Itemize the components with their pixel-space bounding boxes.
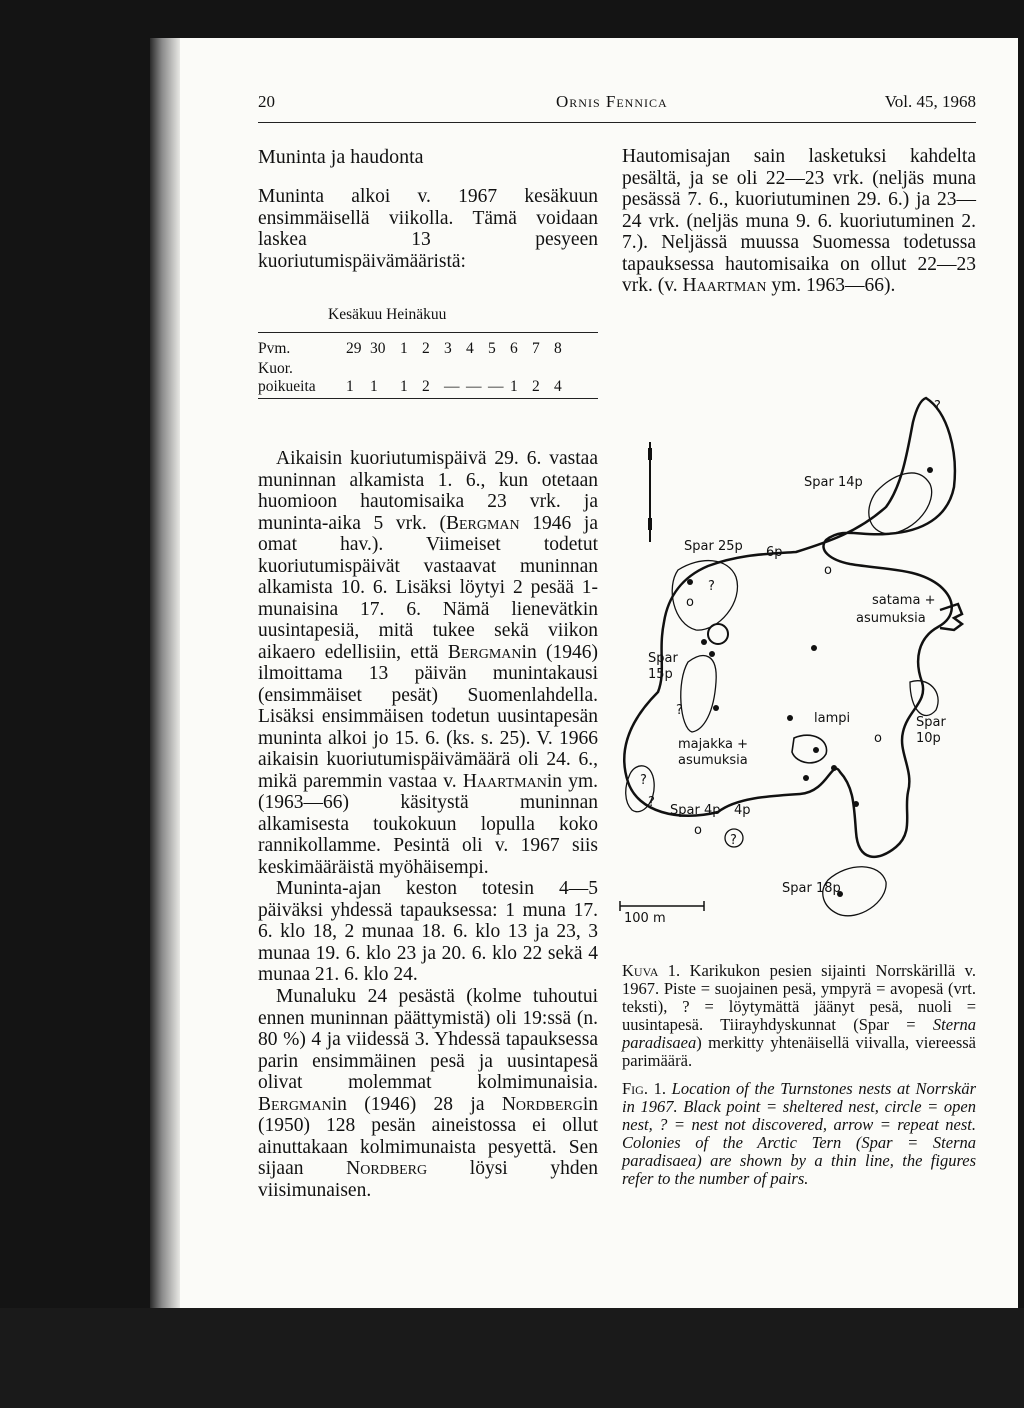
label-spar-15p-b: 15p	[648, 667, 673, 682]
text-span: löysi yhden viisimunaisen.	[258, 1158, 598, 1201]
open-nest-mark: o	[824, 563, 832, 578]
text-span: in (1950) 128 pesän aineistossa ei ollut ainuttakaan kolmimunaista pesyettä. Sen sijaan	[258, 1093, 598, 1179]
author-name: Nordberg	[346, 1158, 428, 1179]
label-asumuksia-1: asumuksia	[856, 611, 926, 626]
text-span: ) merkitty yhtenäisellä viivalla, viereessä parimäärä.	[622, 1033, 976, 1070]
table-rule-bottom	[258, 398, 598, 399]
nest-dot	[811, 645, 817, 651]
table-cell: 2	[422, 378, 430, 395]
table-row-label: Pvm.	[258, 340, 291, 357]
label-spar-4p: Spar 4p	[670, 803, 721, 818]
table-cell: —	[488, 378, 504, 395]
figure-caption-finnish	[622, 962, 976, 1070]
table-month-headers: Kesäkuu Heinäkuu	[328, 306, 447, 323]
label-satama: satama +	[872, 593, 936, 608]
author-name: Bergman	[258, 1093, 332, 1115]
colony-outline-15p	[681, 656, 716, 732]
page-number: 20	[258, 92, 275, 111]
section-title: Muninta ja haudonta	[258, 146, 424, 168]
table-cell: 7	[532, 340, 540, 357]
text-span: in ym. (1963—66) käsitystä muninnan alkamisesta toukokuun lopulla koko rannikollamme. Pesintä oli v. 1967 siis keskimääräistä myöhäisempi.	[258, 770, 598, 878]
table-cell: 30	[370, 340, 386, 357]
island-map	[618, 392, 978, 932]
label-asumuksia-2: asumuksia	[678, 753, 748, 768]
caption-label: Fig. 1.	[622, 1079, 666, 1098]
undiscovered-nest-mark: ?	[708, 579, 715, 594]
paragraph-laying-duration: Muninta-ajan keston totesin 4—5 päiväksi yhdessä tapauksessa: 1 muna 17. 6. klo 18, 2 munaa 18. 6. klo 13 ja 23, 3 munaa 19. 6. klo 23 ja 20. 6. klo 22 sekä 4 munaa 21. 6. klo 24.	[258, 878, 598, 985]
label-4p: 4p	[734, 803, 751, 818]
nest-dot	[813, 747, 819, 753]
table-cell: 1	[346, 378, 354, 395]
label-spar-10p-a: Spar	[916, 715, 946, 730]
paragraph-intro: Muninta alkoi v. 1967 kesäkuun ensimmäisellä viikolla. Tämä voidaan laskea 13 pesyeen kuoriutumispäivämääristä:	[258, 186, 598, 272]
table-cell: 1	[510, 378, 518, 395]
nest-dot	[787, 715, 793, 721]
table-cell: 1	[400, 378, 408, 395]
table-cell: 2	[532, 378, 540, 395]
table-cell: 1	[400, 340, 408, 357]
undiscovered-nest-mark: ?	[648, 795, 655, 810]
label-spar-10p-b: 10p	[916, 731, 941, 746]
nest-dot	[713, 705, 719, 711]
open-nest-mark: o	[686, 595, 694, 610]
figure-caption-english	[622, 1080, 976, 1188]
scan-bottom-edge	[0, 1308, 1024, 1408]
label-spar-25p: Spar 25p	[684, 539, 743, 554]
species-name: Sterna paradisaea	[622, 1015, 976, 1052]
table-cell: 2	[422, 340, 430, 357]
text-span: Munaluku 24 pesästä (kolme tuhoutui ennen muninnan päättymistä) oli 19:ssä (n. 80 %) 4 ja viidessä 3. Yhdessä tapauksessa parin ensimmäinen pesä ja uusintapesä olivat molemmat kolmimunaisia.	[258, 986, 598, 1093]
open-nest-circle	[708, 624, 728, 644]
author-name: Haartman	[682, 275, 767, 296]
nest-dot	[687, 579, 693, 585]
nest-dot	[927, 467, 933, 473]
table-row-label-b: poikueita	[258, 378, 316, 395]
open-nest-mark: o	[874, 731, 882, 746]
author-name: Nordberg	[501, 1093, 583, 1115]
label-spar-18p: Spar 18p	[782, 881, 841, 896]
caption-text: Location of the Turnstones nests at Norrskär in 1967. Black point = sheltered nest, circle = open nest, ? = nest not discovered, arrow = repeat nest. Colonies of the Arctic Tern (Spar = Sterna paradisaea) are shown by a thin line, the figures refer to the number of pairs.	[622, 1079, 976, 1188]
paragraph-incubation	[622, 146, 976, 297]
label-lampi: lampi	[814, 711, 851, 726]
journal-title: Ornis Fennica	[556, 92, 668, 111]
nest-dot	[831, 765, 837, 771]
label-majakka: majakka +	[678, 737, 749, 752]
undiscovered-nest-mark: ?	[640, 773, 647, 788]
author-name: Bergman	[445, 512, 520, 534]
label-spar-14p: Spar 14p	[804, 475, 863, 490]
undiscovered-nest-mark: ?	[934, 399, 941, 414]
text-span: Karikukon pesien sijainti Norrskärillä v. 1967. Piste = suojainen pesä, ympyrä = avopesä (vrt. teksti), ? = löytymättä jäänyt pesä, nuoli = uusintapesä. Tiirayhdyskunnat (Spar =	[622, 961, 976, 1034]
table-cell: 6	[510, 340, 518, 357]
table-cell: 1	[370, 378, 378, 395]
label-spar-15p-a: Spar	[648, 651, 678, 666]
table-cell: —	[444, 378, 460, 395]
running-header	[258, 92, 976, 123]
colony-outline-14p	[869, 473, 932, 534]
table-cell: 3	[444, 340, 452, 357]
north-arrow-mark	[648, 448, 652, 460]
table-cell: 8	[554, 340, 562, 357]
undiscovered-nest-mark: ?	[676, 703, 683, 718]
north-arrow-mark	[648, 518, 652, 530]
hatch-table	[258, 340, 598, 398]
lampi-pond	[792, 735, 827, 763]
label-6p: 6p	[766, 545, 783, 560]
table-cell: 4	[554, 378, 562, 395]
nest-dot	[853, 801, 859, 807]
text-span: in (1946) 28 ja	[331, 1093, 502, 1115]
text-span: Hautomisajan sain lasketuksi kahdelta pesältä, ja se oli 22—23 vrk. (neljäs muna pesässä 7. 6., kuoriutuminen 29. 6.) ja 23—24 vrk. (neljäs muna 9. 6. kuoriutuminen 2. 7.). Neljässä muussa Suomessa todetussa tapauksessa hautomisaika on ollut 22—23 vrk. (v.	[622, 146, 976, 296]
paragraph-hatching-dates	[258, 448, 598, 878]
caption-label: Kuva 1.	[622, 961, 681, 980]
volume-info: Vol. 45, 1968	[884, 92, 976, 111]
table-row-label-a: Kuor.	[258, 360, 293, 377]
scan-binding-shadow	[150, 38, 180, 1308]
paragraph-clutch-size	[258, 986, 598, 1201]
author-name: Bergman	[447, 641, 522, 663]
text-span: 1946 ja omat hav.). Viimeiset todetut kuoriutumispäivät vastaavat muninnan alkamista 10. 6. Lisäksi löytyi 2 pesää 1-munaisina 17. 6. Nämä lienevätkin uusintapesiä, mitä tukee sekä viikon aikaero edellisiin, että	[258, 512, 598, 663]
text-span: ym. 1963—66).	[766, 275, 896, 296]
text-span: Aikaisin kuoriutumispäivä 29. 6. vastaa muninnan alkamista 1. 6., kun otetaan huomioon hautomisaika 23 vrk. ja muninta-aika 5 vrk. (	[258, 448, 598, 534]
nest-dot	[701, 639, 707, 645]
table-cell: 5	[488, 340, 496, 357]
nest-dot	[803, 775, 809, 781]
author-name: Haartman	[462, 770, 547, 792]
nest-dot	[709, 651, 715, 657]
table-cell: 4	[466, 340, 474, 357]
undiscovered-nest-mark: ?	[730, 833, 737, 848]
label-scale: 100 m	[624, 911, 666, 926]
text-span: in (1946) ilmoittama 13 päivän munintakausi (ensimmäiset pesät) Suomenlahdella. Lisäksi ensimmäisen todetun uusintapesän muninta alkoi jo 15. 6. (ks. s. 25). V. 1966 aikaisin kuoriutumispäivämäärä oli 24. 6., mikä paremmin vastaa v.	[258, 641, 599, 792]
island-outline	[624, 398, 955, 857]
table-cell: —	[466, 378, 482, 395]
table-cell: 29	[346, 340, 362, 357]
colony-outline-25p	[672, 561, 737, 631]
open-nest-mark: o	[694, 823, 702, 838]
table-rule-top	[258, 332, 598, 333]
